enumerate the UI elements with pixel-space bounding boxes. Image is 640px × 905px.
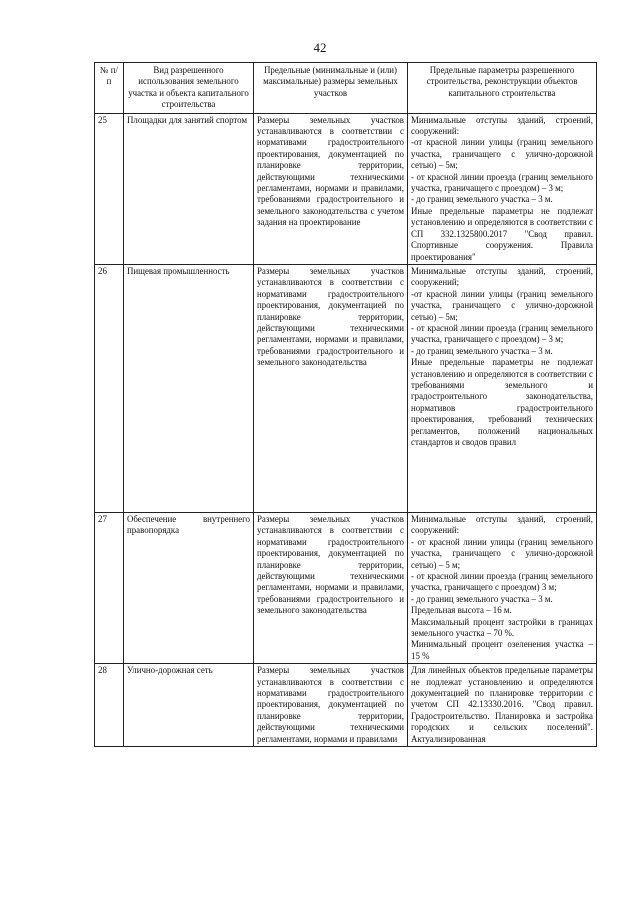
param-line: Предельная высота – 16 м. xyxy=(411,605,512,616)
construction-params xyxy=(408,113,597,264)
param-line: - от красной линии проезда (границ земельного участка, граничащего с проездом) – 3 м; xyxy=(411,171,593,194)
param-line: Иные предельные параметры не подлежат установлению и определяются в соответствии с требованиями земельного и градостроительного законодательства, нормативов градостроительного проектирования, требований технических регламентов, положений национальных стандартов и сводов правил xyxy=(411,357,593,447)
param-line: Минимальные отступы зданий, строений, сооружений: xyxy=(411,114,593,137)
header-construction-params: Предельные параметры разрешенного строительства, реконструкции объектов капитального строительства xyxy=(408,63,597,114)
param-line: - от красной линии проезда (границ земельного участка, граничащего с проездом) – 3 м; xyxy=(411,322,593,345)
param-line: Для линейных объектов предельные параметры не подлежат установлению и определяются документацией по планировке территории с учетом СП 42.13330.2016. "Свод правил. Градостроительство. Планировка и застройка городских и сельских поселений". Актуализированная xyxy=(411,665,593,744)
header-number: № п/п xyxy=(95,63,124,114)
param-line: -от красной линии улицы (границ земельного участка, граничащего с улично-дорожной сетью) – 5м; xyxy=(411,288,593,322)
construction-params xyxy=(408,264,597,512)
param-line: Иные предельные параметры не подлежат установлению и определяются в соответствии с СП 332.1325800.2017 "Свод правил. Спортивные сооружения. Правила проектирования" xyxy=(411,205,593,262)
table-row xyxy=(95,512,597,663)
plot-size: Размеры земельных участков устанавливаются в соответствии с нормативами градостроительного проектирования, документацией по планировке территории, действующими техническими регламентами, нормами и правилами, требованиями градостроительного и земельного законодательства с учетом задания на проектирование xyxy=(254,113,408,264)
regulations-table xyxy=(94,62,597,747)
param-line: Максимальный процент застройки в границах земельного участка – 70 %. xyxy=(411,616,593,638)
param-line: -от красной линии улицы (границ земельного участка, граничащего с улично-дорожной сетью) – 5м; xyxy=(411,137,593,171)
construction-params xyxy=(408,512,597,663)
param-line: Минимальные отступы зданий, строений, сооружений: xyxy=(411,513,593,536)
row-number: 28 xyxy=(95,664,124,747)
param-line: - до границ земельного участка – 3 м. xyxy=(411,593,553,604)
param-line: - до границ земельного участка – 3 м. xyxy=(411,194,553,205)
header-plot-size: Предельные (минимальные и (или) максимальные) размеры земельных участков xyxy=(254,63,408,114)
header-permitted-use: Вид разрешенного использования земельного участка и объекта капитального строительства xyxy=(124,63,254,114)
param-line: - до границ земельного участка – 3 м. xyxy=(411,345,553,356)
plot-size: Размеры земельных участков устанавливаются в соответствии с нормативами градостроительного проектирования, документацией по планировке территории, действующими техническими регламентами, нормами и правилами, требованиями градостроительного и земельного законодательства xyxy=(254,264,408,512)
row-number: 25 xyxy=(95,113,124,264)
row-number: 26 xyxy=(95,264,124,512)
param-line: Минимальный процент озеленения участка – 15 % xyxy=(411,639,593,661)
table-row xyxy=(95,113,597,264)
permitted-use: Пищевая промышленность xyxy=(124,264,254,512)
param-line: Минимальные отступы зданий, строений, сооружений; xyxy=(411,265,593,288)
table-row xyxy=(95,264,597,512)
permitted-use: Площадки для занятий спортом xyxy=(124,113,254,264)
param-line: - от красной линии улицы (границ земельного участка, граничащего с улично-дорожной сетью) – 5 м; xyxy=(411,536,593,570)
table-row xyxy=(95,664,597,747)
construction-params xyxy=(408,664,597,747)
row-number: 27 xyxy=(95,512,124,663)
plot-size: Размеры земельных участков устанавливаются в соответствии с нормативами градостроительного проектирования, документацией по планировке территории, действующими техническими регламентами, нормами и правилами, требованиями градостроительного и земельного законодательства xyxy=(254,512,408,663)
permitted-use: Обеспечение внутреннего правопорядка xyxy=(124,512,254,663)
page-number: 42 xyxy=(313,40,327,55)
param-line: - от красной линии проезда (границ земельного участка, граничащего с проездом) 3 м; xyxy=(411,570,593,593)
table-header-row xyxy=(95,63,597,114)
permitted-use: Улично-дорожная сеть xyxy=(124,664,254,747)
plot-size: Размеры земельных участков устанавливаются в соответствии с нормативами градостроительного проектирования, документацией по планировке территории, действующими техническими регламентами, нормами и правилами xyxy=(254,664,408,747)
